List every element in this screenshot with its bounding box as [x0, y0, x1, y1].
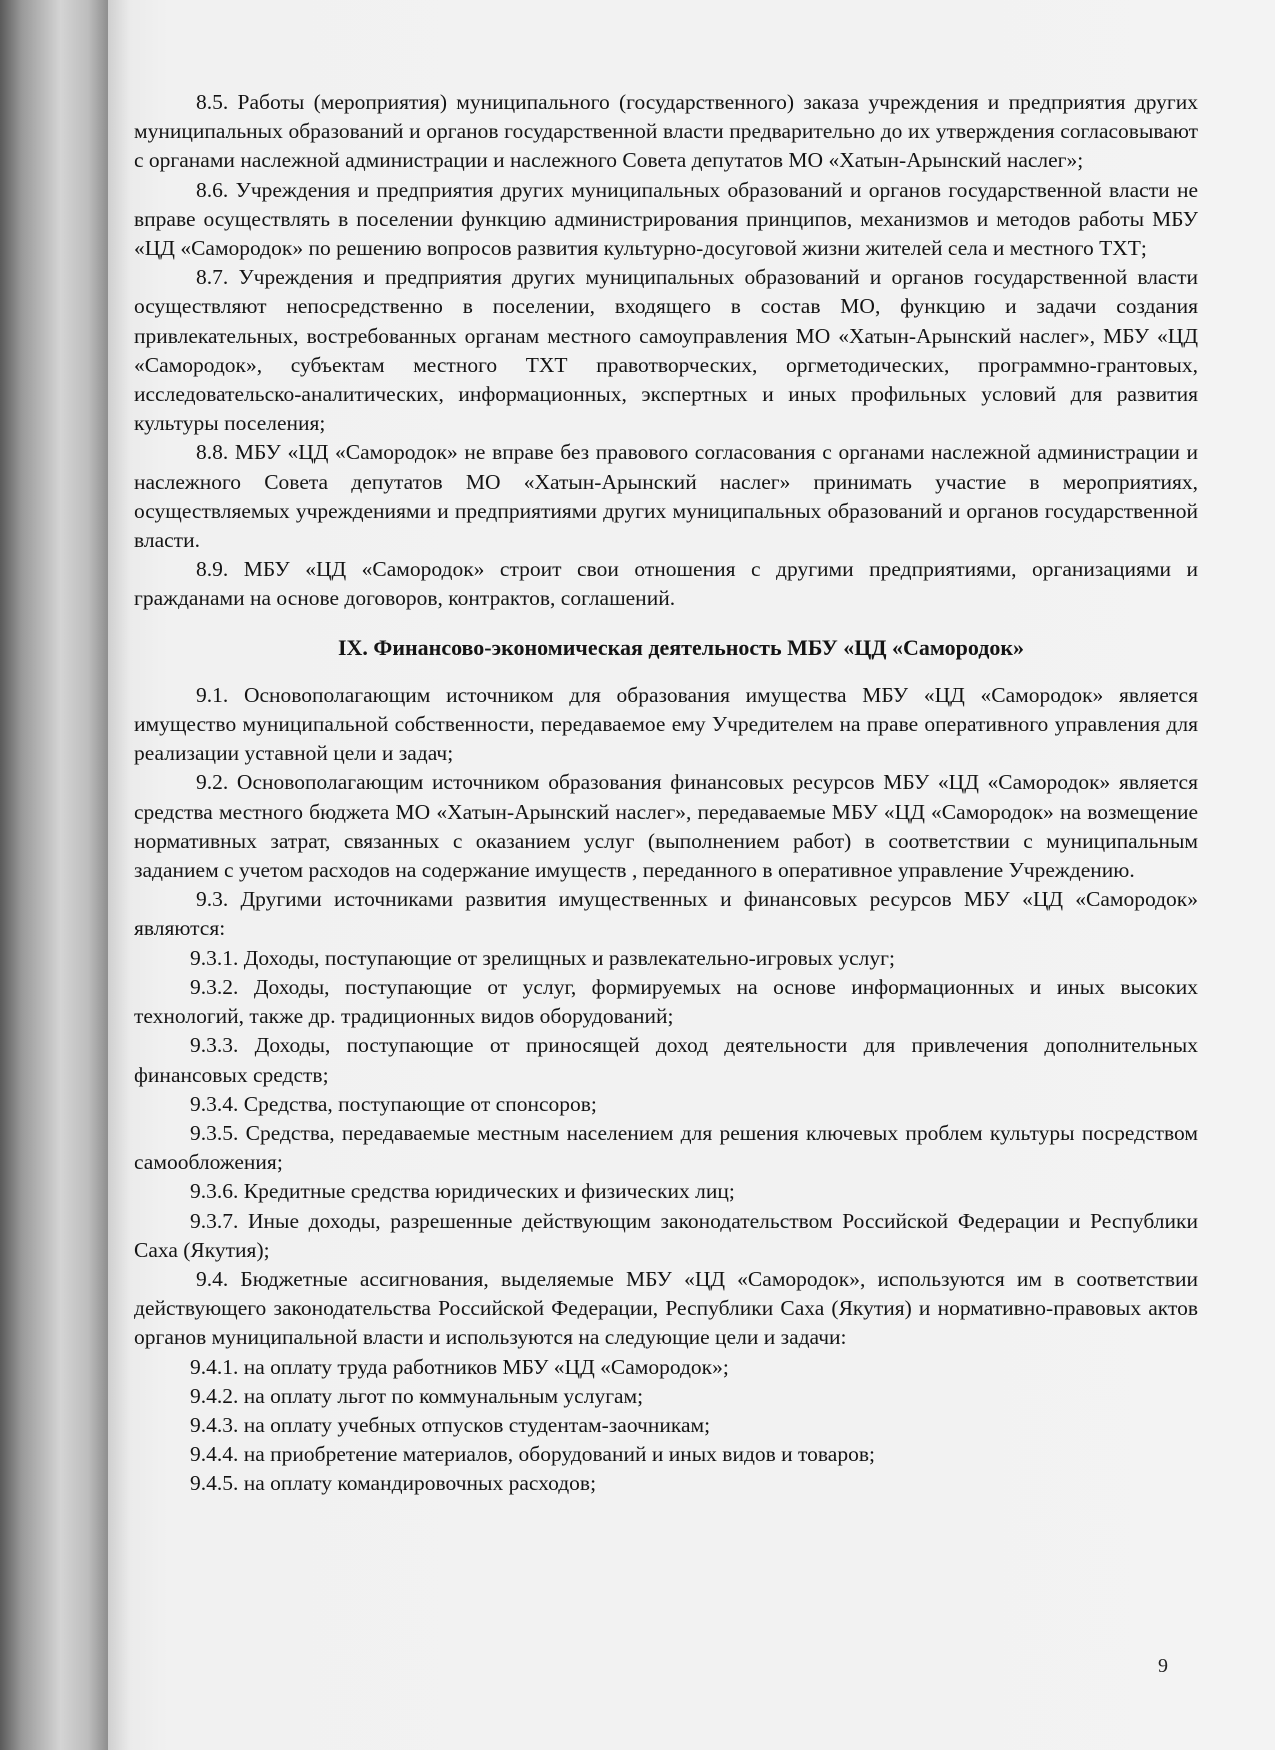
document-page: [108, 0, 1275, 1750]
list-item-9-3-5: 9.3.5. Средства, передаваемые местным населением для решения ключевых проблем культуры посредством самообложения;: [134, 1120, 1198, 1175]
list-item-9-3-6: 9.3.6. Кредитные средства юридических и физических лиц;: [190, 1179, 735, 1204]
list-item-9-4-5: 9.4.5. на оплату командировочных расходов;: [190, 1471, 597, 1496]
list-item-9-3-1: 9.3.1. Доходы, поступающие от зрелищных и развлекательно-игровых услуг;: [190, 945, 895, 970]
page-body: [134, 88, 1198, 1499]
paragraph-9-4: 9.4. Бюджетные ассигнования, выделяемые МБУ «ЦД «Самородок», используются им в соответствии действующего законодательства Российской Федерации, Республики Саха (Якутия) и нормативно-правовых актов органов муниципальной власти и используются на следующие цели и задачи:: [134, 1266, 1198, 1350]
paragraph-8-8: 8.8. МБУ «ЦД «Самородок» не вправе без правового согласования с органами наслежной администрации и наслежного Совета депутатов МО «Хатын-Арынский наслег» принимать участие в мероприятиях, осуществляемых учреждениями и предприятиями других муниципальных образований и органов государственной власти.: [134, 440, 1198, 553]
list-item-9-4-4: 9.4.4. на приобретение материалов, оборудований и иных видов и товаров;: [190, 1442, 875, 1467]
list-item-9-3-2: 9.3.2. Доходы, поступающие от услуг, формируемых на основе информационных и иных высоких технологий, также др. традиционных видов оборудований;: [134, 974, 1198, 1029]
list-item-9-4-1: 9.4.1. на оплату труда работников МБУ «ЦД «Самородок»;: [190, 1354, 729, 1379]
list-item-9-4-2: 9.4.2. на оплату льгот по коммунальным услугам;: [190, 1383, 644, 1408]
paragraph-9-2: 9.2. Основополагающим источником образования финансовых ресурсов МБУ «ЦД «Самородок» является средства местного бюджета МО «Хатын-Арынский наслег», передаваемые МБУ «ЦД «Самородок» на возмещение нормативных затрат, связанных с оказанием услуг (выполнением работ) в соответствии с муниципальным заданием с учетом расходов на содержание имуществ , переданного в оперативное управление Учреждению.: [134, 770, 1198, 883]
list-item-9-3-3: 9.3.3. Доходы, поступающие от приносящей доход деятельности для привлечения дополнительных финансовых средств;: [134, 1033, 1198, 1087]
paragraph-8-5: 8.5. Работы (мероприятия) муниципального (государственного) заказа учреждения и предприятия других муниципальных образований и органов государственной власти предварительно до их утверждения согласовывают с органами наслежной администрации и наслежного Совета депутатов МО «Хатын-Арынский наслег»;: [134, 90, 1198, 173]
paragraph-8-6: 8.6. Учреждения и предприятия других муниципальных образований и органов государственной власти не вправе осуществлять в поселении функцию администрирования принципов, механизмов и методов работы МБУ «ЦД «Самородок» по решению вопросов развития культурно-досуговой жизни жителей села и местного ТХТ;: [134, 177, 1198, 261]
list-item-9-3-7: 9.3.7. Иные доходы, разрешенные действующим законодательством Российской Федерации и Республики Саха (Якутия);: [134, 1208, 1198, 1262]
book-spine-shadow: [0, 0, 110, 1750]
paragraph-8-7: 8.7. Учреждения и предприятия других муниципальных образований и органов государственной власти осуществляют непосредственно в поселении, входящего в состав МО, функцию и задачи создания привлекательных, востребованных органам местного самоуправления МО «Хатын-Арынский наслег», МБУ «ЦД «Самородок», субъектам местного ТХТ правотворческих, оргметодических, программно-грантовых, исследовательско-аналитических, информационных, экспертных и иных профильных условий для развития культуры поселения;: [134, 265, 1198, 436]
paragraph-9-3: 9.3. Другими источниками развития имущественных и финансовых ресурсов МБУ «ЦД «Самородок» являются:: [134, 887, 1198, 941]
paragraph-9-1: 9.1. Основополагающим источником для образования имущества МБУ «ЦД «Самородок» является имущество муниципальной собственности, передаваемое ему Учредителем на праве оперативного управления для реализации уставной цели и задач;: [134, 682, 1198, 766]
list-item-9-4-3: 9.4.3. на оплату учебных отпусков студентам-заочникам;: [190, 1412, 711, 1437]
paragraph-8-9: 8.9. МБУ «ЦД «Самородок» строит свои отношения с другими предприятиями, организациями и гражданами на основе договоров, контрактов, соглашений.: [134, 557, 1198, 611]
section-heading: IX. Финансово-экономическая деятельность МБУ «ЦД «Самородок»: [337, 634, 1025, 660]
page-number: 9: [1158, 1655, 1168, 1677]
list-item-9-3-4: 9.3.4. Средства, поступающие от спонсоров;: [190, 1091, 597, 1116]
